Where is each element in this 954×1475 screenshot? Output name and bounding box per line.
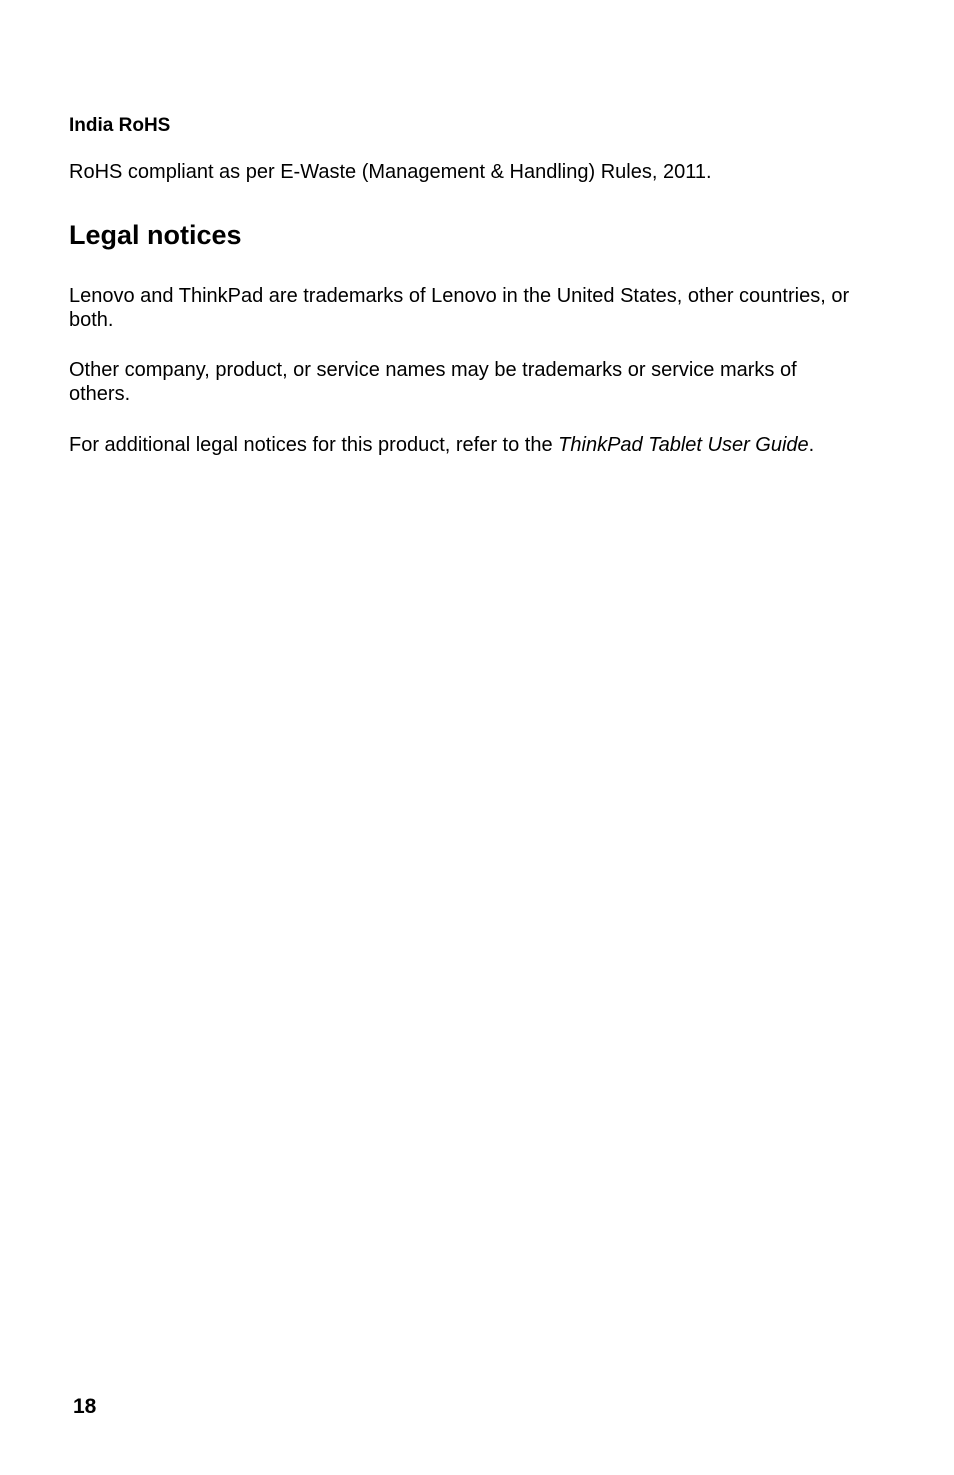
paragraph-3-suffix: . <box>808 434 815 456</box>
paragraph-3-prefix: For additional legal notices for this product, refer to the <box>69 434 559 456</box>
legal-notices-heading: Legal notices <box>69 220 242 250</box>
legal-notices-paragraph-2: Other company, product, or service names may be trademarks or service marks of others. <box>69 359 797 405</box>
legal-notices-paragraph-1: Lenovo and ThinkPad are trademarks of Lenovo in the United States, other countries, or both. <box>69 285 850 331</box>
user-guide-title: ThinkPad Tablet User Guide <box>558 434 809 456</box>
page-number: 18 <box>73 1395 97 1418</box>
india-rohs-heading: India RoHS <box>69 115 171 136</box>
india-rohs-text: RoHS compliant as per E-Waste (Management & Handling) Rules, 2011. <box>69 161 712 183</box>
legal-notices-paragraph-3 <box>69 433 859 457</box>
